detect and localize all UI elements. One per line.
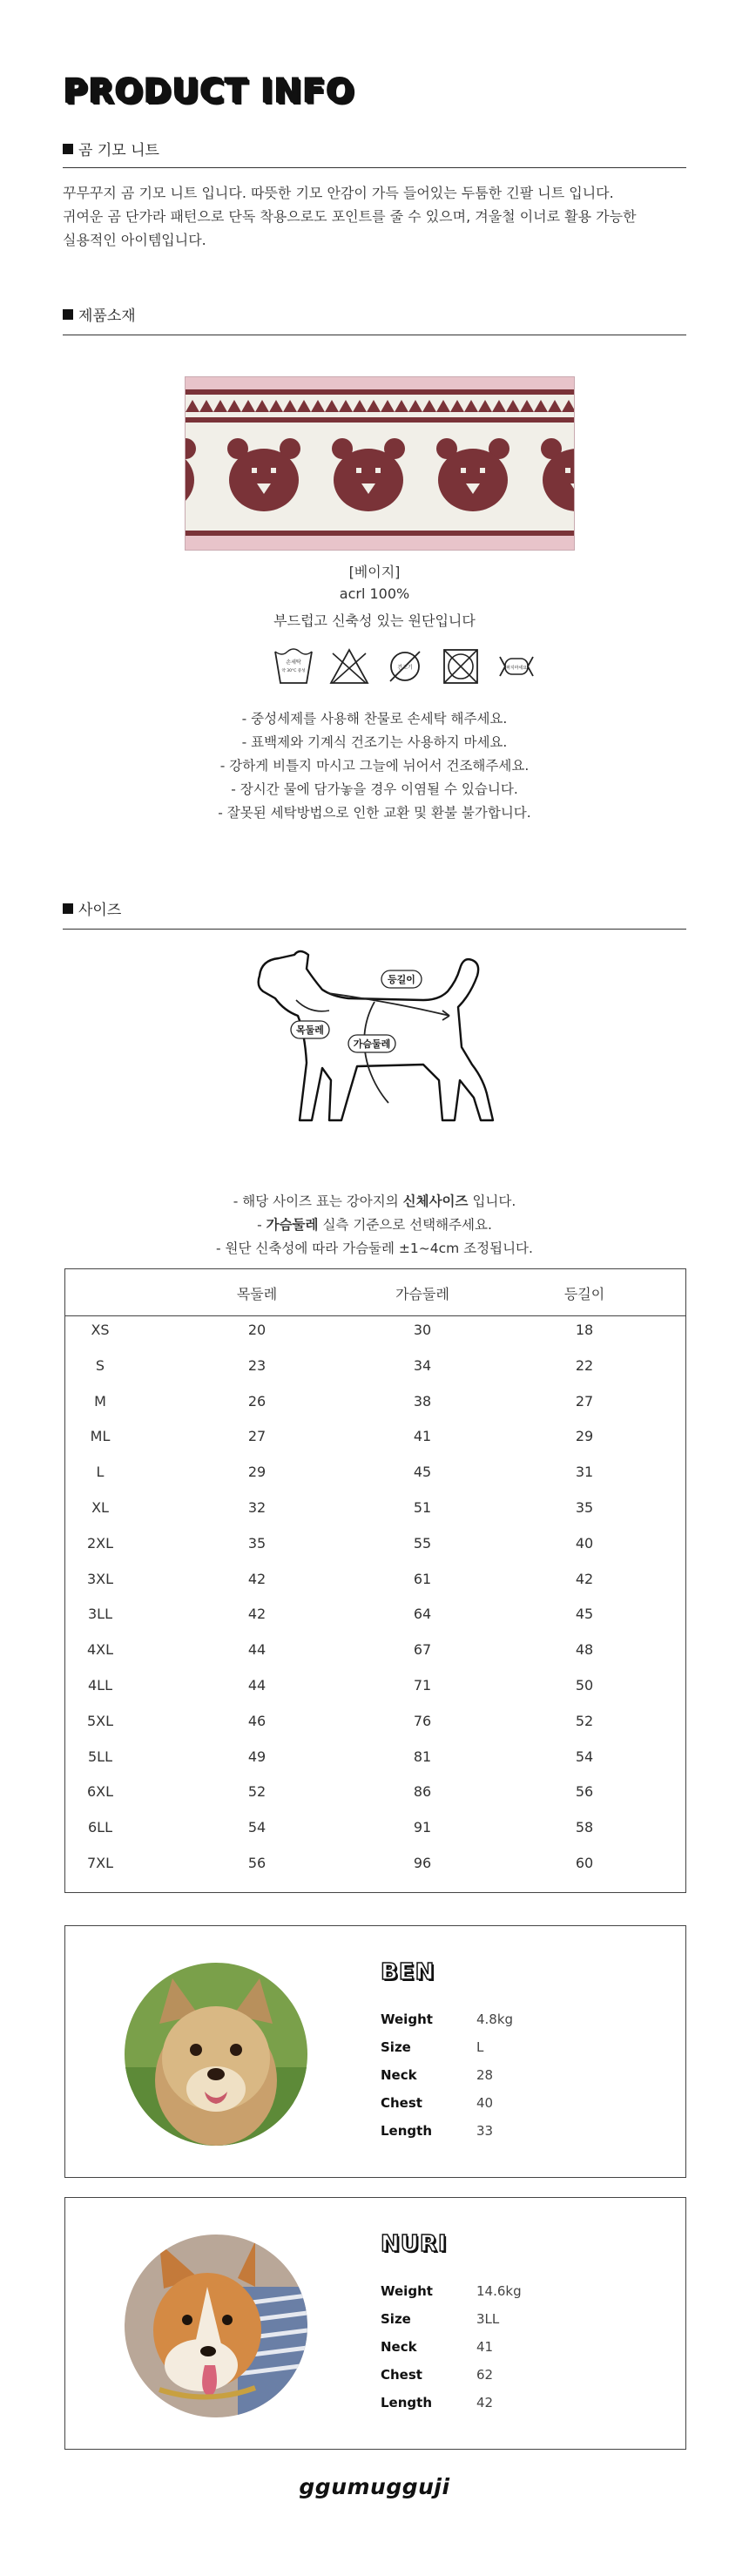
size-cell: 5LL — [87, 1748, 112, 1765]
chest-cell: 67 — [413, 1641, 432, 1659]
model-size: Size L — [381, 2039, 484, 2055]
model-length: Length 33 — [381, 2123, 494, 2139]
model-neck: Neck 28 — [381, 2067, 494, 2083]
bullet-square-icon — [63, 144, 73, 154]
care-line: - 중성세제를 사용해 찬물로 손세탁 해주세요. — [241, 711, 508, 727]
back-length-cell: 35 — [575, 1499, 594, 1516]
fabric-composition: acrl 100% — [339, 585, 410, 602]
model-length: Length 42 — [381, 2395, 494, 2410]
neck-cell: 49 — [247, 1748, 267, 1765]
divider — [63, 167, 686, 168]
neck-label: 목둘레 — [296, 1024, 324, 1036]
back-length-cell: 18 — [575, 1322, 594, 1338]
chest-cell: 86 — [413, 1783, 432, 1801]
no-bleach-icon — [327, 645, 371, 688]
chest-cell: 71 — [413, 1677, 432, 1694]
chest-cell: 91 — [413, 1819, 432, 1836]
neck-cell: 23 — [247, 1356, 267, 1374]
chest-cell: 55 — [413, 1534, 432, 1552]
size-cell: 3LL — [87, 1606, 112, 1623]
model-name: NURI — [381, 2231, 448, 2257]
size-cell: XL — [91, 1499, 109, 1516]
bear-motif — [436, 438, 509, 511]
care-line: - 표백제와 기계식 건조기는 사용하지 마세요. — [241, 734, 508, 750]
section-heading-label: 사이즈 — [78, 902, 122, 919]
neck-cell: 35 — [247, 1534, 267, 1552]
back-length-cell: 45 — [575, 1606, 594, 1623]
neck-cell: 42 — [247, 1570, 267, 1587]
size-cell: 7XL — [86, 1855, 114, 1871]
bear-motif — [227, 438, 300, 511]
back-length-cell: 29 — [575, 1428, 594, 1445]
size-cell: 3XL — [86, 1570, 114, 1587]
back-length-cell: 60 — [575, 1855, 594, 1871]
no-dryclean-icon — [439, 645, 482, 688]
chest-cell: 76 — [413, 1712, 432, 1729]
back-length-cell: 22 — [575, 1356, 594, 1374]
model-weight: Weight 14.6kg — [381, 2283, 522, 2299]
chest-cell: 41 — [413, 1428, 432, 1445]
back-length-cell: 40 — [575, 1534, 594, 1552]
size-cell: XS — [91, 1322, 110, 1338]
page-title: PRODUCT INFO — [63, 71, 355, 110]
size-note: - 해당 사이즈 표는 강아지의 신체사이즈 입니다. — [233, 1193, 516, 1209]
divider — [63, 929, 686, 930]
chest-cell: 81 — [413, 1748, 432, 1765]
neck-cell: 42 — [247, 1606, 267, 1623]
chest-cell: 45 — [413, 1464, 432, 1481]
back-length-cell: 56 — [575, 1783, 594, 1801]
section-heading-size — [63, 897, 121, 919]
section-heading-product — [63, 138, 159, 159]
product-description — [63, 181, 686, 252]
hand-wash-label: 손세탁 — [286, 659, 301, 666]
size-cell: 6LL — [87, 1819, 112, 1836]
chest-cell: 61 — [413, 1570, 432, 1587]
chest-cell: 96 — [413, 1855, 432, 1871]
neck-cell: 29 — [247, 1464, 267, 1481]
model-weight: Weight 4.8kg — [381, 2011, 514, 2027]
model-card-ben — [64, 1925, 686, 2178]
chest-cell: 38 — [413, 1392, 432, 1410]
dog-photo — [125, 1963, 307, 2146]
brand-logo: ggumugguji — [299, 2474, 450, 2499]
neck-cell: 54 — [247, 1819, 267, 1836]
no-wring-label: 짜지마세요 — [505, 666, 528, 671]
care-instructions — [0, 707, 749, 825]
back-length-cell: 31 — [575, 1464, 594, 1481]
care-icons — [272, 645, 538, 688]
no-wring-icon — [495, 645, 538, 688]
size-table — [64, 1268, 686, 1893]
care-line: - 장시간 물에 담가놓을 경우 이염될 수 있습니다. — [231, 781, 518, 797]
model-neck: Neck 41 — [381, 2339, 494, 2355]
size-table-header — [65, 1269, 685, 1316]
size-cell: 2XL — [86, 1534, 114, 1552]
bullet-square-icon — [63, 309, 73, 320]
hand-wash-icon — [272, 645, 315, 688]
no-tumble-dry-icon — [383, 645, 427, 688]
column-header-back: 등길이 — [563, 1286, 605, 1302]
fabric-swatch-image — [185, 376, 575, 551]
column-header-neck: 목둘레 — [236, 1286, 278, 1302]
section-heading-label: 곰 기모 니트 — [78, 142, 159, 159]
size-cell: L — [96, 1464, 105, 1481]
back-length-cell: 54 — [575, 1748, 594, 1765]
model-card-nuri — [64, 2197, 686, 2450]
neck-cell: 32 — [247, 1499, 267, 1516]
back-length-label: 등길이 — [388, 974, 415, 985]
model-name: BEN — [381, 1959, 435, 1985]
back-length-cell: 58 — [575, 1819, 594, 1836]
fabric-note: 부드럽고 신축성 있는 원단입니다 — [273, 612, 476, 629]
size-cell: 5XL — [86, 1712, 114, 1729]
size-cell: M — [94, 1392, 106, 1410]
chest-cell: 51 — [413, 1499, 432, 1516]
back-length-cell: 42 — [575, 1570, 594, 1587]
size-notes — [0, 1190, 749, 1261]
neck-cell: 20 — [247, 1322, 267, 1338]
size-cell: 4XL — [86, 1641, 114, 1659]
size-cell: S — [95, 1356, 105, 1374]
section-heading-material — [63, 303, 136, 325]
neck-cell: 27 — [247, 1428, 267, 1445]
neck-cell: 26 — [247, 1392, 267, 1410]
back-length-cell: 27 — [575, 1392, 594, 1410]
model-size: Size 3LL — [381, 2311, 500, 2327]
hand-wash-sub: 약 30°C 중성 — [281, 669, 306, 673]
size-cell: 4LL — [87, 1677, 112, 1694]
neck-cell: 44 — [247, 1641, 267, 1659]
chest-cell: 30 — [413, 1322, 432, 1338]
size-note: - 가슴둘레 실측 기준으로 선택해주세요. — [257, 1217, 492, 1233]
description-line: 실용적인 아이템입니다. — [63, 232, 206, 248]
color-name: [베이지] — [348, 564, 401, 580]
care-line: - 잘못된 세탁방법으로 인한 교환 및 환불 불가합니다. — [218, 805, 531, 821]
bear-motif — [332, 438, 405, 511]
dog-size-diagram — [253, 950, 505, 1176]
size-cell: 6XL — [86, 1783, 114, 1801]
bullet-square-icon — [63, 903, 73, 914]
column-header-chest: 가슴둘레 — [395, 1286, 449, 1302]
description-line: 귀여운 곰 단가라 패턴으로 단독 착용으로도 포인트를 줄 수 있으며, 겨울철 이너로 활용 가능한 — [63, 208, 637, 225]
model-chest: Chest 40 — [381, 2095, 494, 2111]
tumble-dry-label: 건조기 — [397, 665, 413, 671]
chest-label: 가슴둘레 — [353, 1038, 391, 1050]
bear-pattern-knit — [186, 377, 575, 551]
chest-cell: 64 — [413, 1606, 432, 1623]
size-note: - 원단 신축성에 따라 가슴둘레 ±1~4cm 조정됩니다. — [216, 1241, 533, 1256]
care-line: - 강하게 비틀지 마시고 그늘에 뉘어서 건조해주세요. — [219, 758, 530, 774]
back-length-cell: 52 — [575, 1712, 594, 1729]
back-length-cell: 50 — [575, 1677, 594, 1694]
section-heading-label: 제품소재 — [78, 308, 136, 325]
size-cell: ML — [90, 1428, 111, 1445]
neck-cell: 56 — [247, 1855, 267, 1871]
neck-cell: 52 — [247, 1783, 267, 1801]
neck-cell: 44 — [247, 1677, 267, 1694]
back-length-cell: 48 — [575, 1641, 594, 1659]
chest-cell: 34 — [413, 1356, 432, 1374]
dog-photo — [125, 2235, 307, 2417]
neck-cell: 46 — [247, 1712, 267, 1729]
description-line: 꾸무꾸지 곰 기모 니트 입니다. 따뜻한 기모 안감이 가득 들어있는 두툼한 긴팔 니트 입니다. — [63, 185, 614, 201]
model-chest: Chest 62 — [381, 2367, 494, 2383]
